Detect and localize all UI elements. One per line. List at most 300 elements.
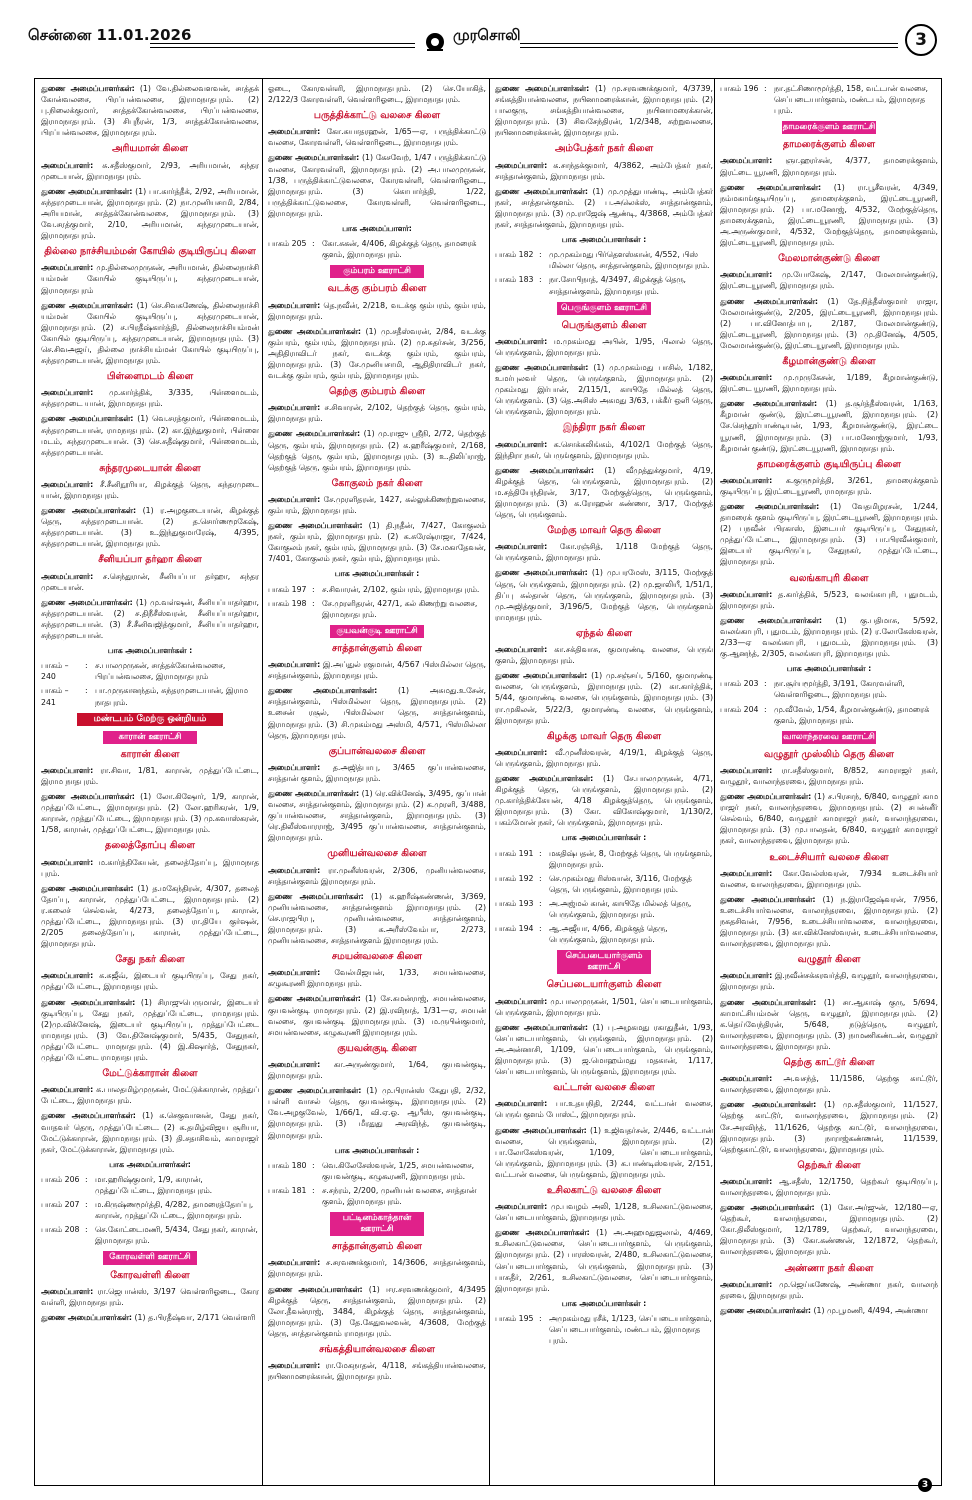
- entry-text: (1) மு.சதீஸ்வரன், 2/84, வடக்கு கும்பரம், கும்பரம், இராமநாதபுரம். (2) மு.சுதர்சன், 3/256, அதிதிராவிடர் நகர், வடக்கு கும்பரம், கும்பரம், இராமநாதபுரம். (3) சே.முனியசாமி, ஆதிதிராவிடர் நகர், வடக்கு கும்பரம், கும்பரம், இராமநாதபுரம்.: [268, 326, 486, 381]
- panchayat-heading: குயவன்குடி ஊராட்சி: [330, 625, 424, 638]
- branch-heading: கிழக்கு மாவர் தெரு கிளை: [546, 730, 662, 742]
- sub-label: பாக அமைப்பாளர்கள்:: [109, 1159, 191, 1169]
- member-entry: [720, 894, 938, 949]
- branch-heading: சாத்தான்குளம் கிளை: [331, 1241, 423, 1253]
- role-label: அமைப்பாளர்:: [268, 494, 321, 504]
- member-entry: [495, 567, 713, 622]
- member-entry: [41, 970, 259, 992]
- member-entry: [41, 413, 259, 457]
- role-label: துணை அமைப்பாளர்கள்:: [41, 414, 134, 424]
- booth-person: மா.ஹரிஷ்குமார், 1/9, காரான், முத்துப்பேட்டை, இராமநாதபுரம்.: [95, 1174, 213, 1195]
- entry-text: ச.செந்துரான், சீனியப்பா தர்ஹா, சுந்தர முடையான்.: [41, 571, 259, 592]
- panchayat-heading: கும்பரம் ஊராட்சி: [330, 265, 424, 278]
- role-label: அமைப்பாளர்:: [41, 857, 94, 867]
- member-entry: [268, 126, 486, 148]
- entry-text: (1) ந.இராஜேஷ்வரன், 7/956, உடைச்சியார்வலசை, வாலாந்தரவை, இராமநாதபுரம். (2) நகதசிவன், 7/956, உடைச்சியார்வலசை, வாலாந்தரவை, இராமநாதபுரம். (3) கா.விக்னேஸ்வரன், உடைச்சியார்வலசை, வாலாந்தரவை, இராமநாதபுரம்.: [720, 894, 938, 949]
- role-label: துணை அமைப்பாளர்கள்:: [41, 506, 137, 516]
- member-entry: [495, 1125, 713, 1180]
- panchayat-heading: பெருங்குளம் ஊராட்சி: [557, 302, 651, 315]
- booth-person: நா.சோபிநாத், 4/3497, கிழக்குத் தெரு, சாத்தான்குளம், இராமநாதபுரம்.: [549, 275, 687, 296]
- role-label: துணை அமைப்பாளர்கள்:: [268, 686, 378, 696]
- booth-person: ச.பாலமுருகன், சாத்தக்கோன்வலசை, பிரப்பன்வலசை, இராமநாதபுரம்: [95, 661, 226, 682]
- entry-text: (1) வேதமிழரசன், 1/244, தாமரைக் குளம் குடியிருப்பு, இரட்டையூரணி, இராமநாதபுரம். (2) பநவீன் பிரகாஸ், இடையர் குடியிருப்பு, சேதுநகர், முத்துப்பேட்டை, இராமநாதபுரம். (3) பா.பிரவீன்குமார், இடையர் குடியிருப்பு, சேதுநகர், முத்துப்பேட்டை, இராமநாதபுரம்.: [720, 502, 938, 567]
- role-label: துணை அமைப்பாளர்கள்:: [720, 182, 822, 192]
- booth-number: பாகம் 192: [495, 873, 534, 883]
- role-label: துணை அமைப்பாளர்கள்:: [495, 671, 588, 681]
- branch-heading: அரியமான் கிளை: [111, 143, 188, 155]
- member-entry: [495, 541, 713, 563]
- booth-separator: :: [764, 84, 767, 93]
- entry-text: இ.அப்துல் ரகுமான், 4/567 பிஸ்மில்லா தெரு, சாத்தான்குளம், இராமநாதபுரம்.: [268, 660, 486, 681]
- role-label: துணை அமைப்பாளர்கள்:: [495, 84, 590, 93]
- city-date: சென்னை 11.01.2026: [28, 26, 192, 44]
- role-label: அமைப்பாளர்:: [495, 1099, 548, 1109]
- section-heading: மண்டபம் மேற்கு ஒன்றியம்: [77, 713, 223, 726]
- entry-text: கா.சக்திவாசு, குமாரண்டி வலசை, பெருங் குளம், இராமநாதபுரம்.: [495, 645, 713, 666]
- branch-heading: வட்டான் வலசை கிளை: [553, 1082, 655, 1094]
- role-label: அமைப்பாளர்:: [268, 968, 321, 978]
- role-label: துணை அமைப்பாளர்கள்:: [720, 502, 820, 511]
- role-label: துணை அமைப்பாளர்கள்:: [495, 1125, 587, 1135]
- role-label: துணை அமைப்பாளர்கள்:: [268, 891, 364, 901]
- masthead: [0, 0, 972, 62]
- branch-heading: சுந்தரமுடையான் கிளை: [99, 462, 201, 474]
- entry-text: (1) தி.நதீன், 7/427, கோகுலம் நகர், கும்பரம், இராமநாதபுரம். (2) க.சுரேஷ்ராஜா, 7/424, கோகுலம் நகர், கும்பரம், இராமநாதபுரம். (3) சே.மகாதேவன், 7/401, கோகுலம் நகர், கும்பரம், இராமநாதபுரம்.: [268, 521, 486, 564]
- booth-separator: :: [539, 873, 542, 883]
- entry-text: (1) அ.அஹமதுஜலால், 4/469, உசிலகாட்டுவலசை, செப்படையார்குளம், பெருங்குளம், இராமநாதபுரம். (2) பாரஸ்வரன், 2/480, உசிலகாட்டுவலசை, செப்படையார்குளம், பெருங்குளம், இராமநாதபுரம். (3) பாசுதீர், 2/261, உசிலகாட்டுவலசை, செப்படையார்குளம், இராமநாதபுரம்.: [495, 1228, 713, 1293]
- member-entry: [41, 387, 259, 409]
- booth-number: பாகம் 195: [495, 1313, 534, 1323]
- booth-person: அமுகம்மது ரசீக், 1/123, செப்படையார்குளம், செப்படையார்குளம், மண்டபம், இராமநாத புரம்.: [549, 1313, 712, 1346]
- member-entry: [41, 1084, 259, 1106]
- booth-person: வெ.கிலேசேஸ்வரன், 1/25, சமயன்வலசை, குயவன்குடி, கழுகூரணி, இராமநாதபுரம்.: [322, 1160, 475, 1181]
- role-label: துணை அமைப்பாளர்கள்:: [495, 568, 588, 578]
- entry-text: மு.பவழம் அலி, 1/128, உசிலகாட்டுவலசை, செப்படையார்குளம், இராமநாதபுரம்.: [495, 1202, 713, 1223]
- member-entry: [41, 857, 259, 879]
- role-label: அமைப்பாளர்:: [495, 996, 548, 1006]
- member-entry: [720, 1176, 938, 1198]
- role-label: துணை அமைப்பாளர்கள்:: [41, 1312, 133, 1322]
- panchayat-heading: பட்டினம்காத்தான் ஊராட்சி: [330, 1212, 424, 1236]
- column-4: [720, 83, 938, 1483]
- sub-label: பாக அமைப்பாளர்கள் :: [561, 235, 647, 245]
- member-entry: [720, 296, 938, 351]
- role-label: அமைப்பாளர்:: [720, 475, 773, 485]
- booth-person: கோ.சுகன், 4/406, கிழக்குத் தெரு, தாமரைக் குளம், இராமநாதபுரம்.: [322, 239, 477, 260]
- booth-number: பாகம் 206: [41, 1174, 80, 1184]
- booth-entry: [495, 873, 713, 895]
- masthead-rule-left: [150, 43, 415, 48]
- entry-text: (1) வெ.சரத்குமார், பிள்ளைமடம், சுந்தரமுடையான், ராமநாதபுரம். (2) கா.இந்துகுமார், பிள்ளை மடம், சுந்தரமுடையான். (3) செ.சுதீஷ்குமார், பிள்ளைமடம், சுந்தரமுடையான்.: [41, 414, 259, 457]
- booth-entry: [495, 274, 713, 296]
- branch-heading: பிள்ளைமடம் கிளை: [106, 371, 194, 383]
- entry-text: (1) பு.அழகமது ரகாதுதீன், 1/93, செப்படையார்குளம், பெருங்குளம், இராமநாதபுரம். (2) அ.அன்னாசி, 1/109, செப்படையார்குளம், பெருங்குளம், இராமநாதபுரம். (3) ஜ.மொஹம்மது மதகான், 1/117, செப்படையார்குளம், பெருங்குளம், இராமநாதபுரம்.: [495, 1022, 713, 1077]
- entry-text: (1) மு.பரமேஸ், 3/115, மேற்குத் தெரு, பெருங்குளம், இராமநாதபுரம். (2) மு.ஜாலியீ, 1/51/1, திப்பு சுல்தான் தெரு, பெருங்குளம், இராமநாதபுரம். (3) மு.அஜித்குமார், 3/196/5, மேற்குத் தெரு, பெருங்குளம் ராமநாதபுரம்.: [495, 568, 713, 622]
- booth-separator: :: [539, 250, 542, 260]
- booth-separator: :: [764, 704, 767, 714]
- member-entry: [720, 589, 938, 611]
- entry-text: பா.உதயநிதி, 2/244, வட்டான் வலசை, பெருங் குளம் போஸ்ட், இராமநாதபுரம்.: [495, 1099, 713, 1120]
- booth-person: அ.அஜ்மல் கான், காயிதே மில்லத் தெரு, பெருங்குளம், இராமநாதபுரம்.: [549, 898, 692, 919]
- role-label: அமைப்பாளர்:: [720, 765, 773, 775]
- entry-text: ஞா.ஹரர்சன், 4/377, தாமரைக்குளம், இரட்டை யூரணி, இராமநாதபுரம்.: [720, 156, 938, 177]
- branch-heading: முனியன்வலசை கிளை: [327, 848, 427, 860]
- member-entry: [495, 186, 713, 230]
- rising-sun-icon: [421, 30, 449, 52]
- booth-separator: :: [539, 1313, 542, 1323]
- booth-person: செ.முகம்மது ரிஸ்வான், 3/116, மேற்குத் தெரு, பெருங்குளம், இராமநாதபுரம்.: [549, 873, 692, 894]
- entry-text: (1) பா.கார்த்தீக், 2/92, அரியமான், சுந்தரமுடையான், இராமநாதபுரம். (2) நா.முனியசாமி, 2/84, அரியமான், சாத்தக்கோன்வலசை, இராமநாதபுரம். (3) வே.சரத்குமார், 2/10, அரியமான், சுந்தரமுடையான், இராமநாதபுரம்.: [41, 186, 259, 241]
- member-entry: [268, 1360, 486, 1382]
- member-entry: [720, 182, 938, 249]
- entry-text: கோ.கயாதரஹன், 1/65—ஏ, பருத்திக்காட்டு வலசை, கோரவள்ளி, வெள்ளரிஓடை, இராமநாதபுரம்.: [268, 127, 486, 148]
- column-rule: [714, 79, 715, 1485]
- branch-heading: தில்லை நாச்சியம்மன் கோயில் குடியிருப்பு கிளை: [44, 246, 256, 258]
- booth-separator: :: [539, 924, 542, 934]
- role-label: துணை அமைப்பாளர்கள்:: [495, 186, 589, 196]
- booth-person: மு.வீவேல், 1/54, கீழமான்குண்டு, தாமரைக் குளம், இராமநாதபுரம்.: [774, 704, 930, 725]
- booth-person: சே.முரளிதரன், 427/1, கல் கிணற்று வலசை, இராமநாதபுரம்.: [322, 598, 478, 619]
- booth-separator: :: [85, 1174, 88, 1184]
- booth-number: பாகம் 205: [268, 239, 307, 249]
- member-entry: [495, 996, 713, 1018]
- branch-heading: தெற்கு காட்டூர் கிளை: [783, 1057, 875, 1069]
- member-entry: [268, 1085, 486, 1140]
- branch-heading: சமயன்வலசை கிளை: [331, 951, 423, 963]
- panchayat-heading: வாலாந்தரவை ஊராட்சி: [782, 731, 876, 744]
- role-label: துணை அமைப்பாளர்கள்:: [720, 1100, 817, 1110]
- booth-entry: [720, 704, 938, 726]
- branch-heading: ஏந்தல் கிளை: [575, 627, 633, 639]
- entry-text: (1) ரெ.விக்னேஷ், 3/495, குப்பான் வலசை, சாத்தான்குளம், இராமநாதபுரம். (2) க.முரளி, 3/488, குப்பான்வலசை, சாத்தான்குளம், இராமநாதபுரம். (3) ரெ.திலீஸ்வாரராஜ், 3/495 குப்பான்வலசை, சாத்தான்குளம், இராமநாதபுரம்.: [268, 788, 486, 843]
- branch-heading: செப்படையார்குளம் கிளை: [546, 979, 662, 991]
- role-label: அமைப்பாளர்:: [268, 865, 321, 875]
- role-label: அமைப்பாளர்:: [720, 156, 773, 166]
- entry-text: க.சுஜீவ், இடையர் குடியிருப்பு, சேது நகர், முத்துப்பேட்டை, இராமநாதபுரம்.: [41, 971, 259, 992]
- booth-separator: :: [539, 898, 542, 908]
- booth-person: ஆ.அஜீயா, 4/66, கிழக்குத் தெரு, பெருங்குளம், இராமநாதபுரம்.: [549, 924, 668, 945]
- member-entry: [41, 505, 259, 549]
- role-label: அமைப்பாளர்:: [41, 479, 94, 489]
- sub-label: பாக அமைப்பாளர்கள் :: [786, 664, 872, 674]
- branch-heading: கோகுலம் நகர் கிளை: [331, 477, 423, 489]
- role-label: அமைப்பாளர்:: [268, 660, 321, 670]
- member-entry: [495, 1227, 713, 1294]
- member-entry: [720, 501, 938, 568]
- booth-separator: :: [85, 1225, 88, 1235]
- member-entry: [268, 152, 486, 219]
- role-label: அமைப்பாளர்:: [41, 765, 94, 775]
- entry-text: மு.ஜெய்கணேஷ், அண்ணா நகர், வாலாந் தரவை, இராமநாதபுரம்.: [720, 1279, 938, 1300]
- member-entry: [720, 475, 938, 497]
- member-entry: [41, 160, 259, 182]
- sub-label: பாக அமைப்பாளர்கள் :: [561, 833, 647, 843]
- booth-separator: :: [539, 848, 542, 858]
- member-entry: [41, 765, 259, 787]
- role-label: துணை அமைப்பாளர்கள்:: [41, 186, 133, 196]
- entry-text: (1) த.பிரதீஷ்வா, 2/171 வெள்ளரி: [134, 1312, 256, 1322]
- role-label: அமைப்பாளர்:: [268, 127, 321, 137]
- entry-text: (1) ஈர.சரவணக்குமார், 4/3495 கிழக்குத் தெரு, சாத்தான்குளம், இராமநாதபுரம். (2) லோ.தீவன்ராஜ், 3484, கிழக்குத் தெரு, சாத்தான்குளம், இராமநாதபுரம். (3) தே.கேதுவலவன், 4/3608, மேற்குத் தெரு, சாத்தான்குளம் ராமநாதபுரம்.: [268, 1284, 486, 1338]
- booth-entry: [41, 1174, 259, 1196]
- member-entry: [268, 428, 486, 472]
- entry-text: (1) சா.ஆகாஷ் குரு, 5/694, காமாட்சியம்மன் தெரு, வழுதூர், இராமநாதபுரம். (2) க.தெய்வேந்திரன், 5/648, நடுத்தெரு, வழுதூர், வாலாந்தரவை, இராமநாதபுரம். (3) நாமணிகண்டன், வழுதூர் வாலாந்தரவை, இராமநாதபுரம்.: [720, 997, 938, 1051]
- entry-text: (1) வீமுத்துக்குமார், 4/19, கிழக்குத் தெரு, பெருங்குளம், இராமநாதபுரம். (2) ம.சத்தியேந்திரன், 3/17, மேற்குத்தெரு, பெருங்குளம், இராமநாதபுரம். (3) க.ரோஹன் கண்ணா, 3/17, மேற்குத் தெரு, பெருங்குளம்.: [495, 465, 713, 520]
- member-entry: [41, 1286, 259, 1308]
- member-entry: [495, 1201, 713, 1223]
- booth-entry: [268, 238, 486, 260]
- role-label: அமைப்பாளர்:: [495, 336, 548, 346]
- entry-text: (1) மு.சரவணக்குமார், 4/3739, சங்கத்தியான்வலசை, நயினாமரைக்கான், இராமநாதபுரம். (2) பாலகுரு, சங்கத்தியான்வலசை, நயினாமரைக்கான், இராமநாதபுரம். (3) சிவசேந்திரன், 1/2/348, சுற்றுவலசை, நயினாமரைக்கான், இராமநாதபுரம்.: [495, 84, 713, 138]
- branch-heading: வடக்கு கும்பரம் கிளை: [327, 283, 427, 295]
- panchayat-heading: செப்படையார்குளம் ஊராட்சி: [557, 950, 651, 974]
- member-entry: [495, 160, 713, 182]
- member-entry: [41, 83, 259, 138]
- entry-text: (1) சே.சுமன்ராஜ், சமயன்வலசை, குயவன்குடி ராமநாதபுரம். (2) இ.ரவிநாத், 1/31—ஏ, சமயன் வலசை, குயவன்குடி இராமநாதபுரம். (3) ம.ருபின்குமார், சமயன்வலசை, கழுகூரணி இராமநாதபுரம்.: [268, 994, 486, 1037]
- booth-number: பாகம் 204: [720, 704, 759, 714]
- entry-text: கோ.வேல்ஸ்வரன், 7/934 உடைச்சியார் வலசை, வாலாந்தரவை, இராமநாதபுரம்.: [720, 868, 938, 889]
- role-label: துணை அமைப்பாளர்கள்:: [720, 399, 818, 409]
- panchayat-heading: காரான் ஊராட்சி: [103, 731, 197, 744]
- column-rule: [262, 79, 263, 1485]
- branch-heading: தெற்கு கும்பரம் கிளை: [328, 386, 426, 398]
- entry-text: க.சாந்தக்குமார், 4/3862, அம்பேத்கர் நகர், சாத்தான்குளம், இராமநாதபுரம்.: [495, 160, 713, 181]
- entry-text: க.சொக்கலிங்கம், 4/102/1 மேற்குத் தெரு, இந்திரா நகர், பெருங்குளம், இராமநாதபுரம்.: [495, 439, 713, 460]
- sub-label: பாக அமைப்பாளர்கள் :: [334, 569, 420, 579]
- member-entry: [495, 336, 713, 358]
- branch-heading: தலைத்தோப்பு கிளை: [105, 840, 195, 852]
- booth-person: ச.சந்ரம், 2/200, முனியன் வலசை, சாத்தான் குளம், இராமநாதபுரம்.: [322, 1185, 477, 1206]
- booth-number: பாகம் 193: [495, 898, 534, 908]
- booth-separator: :: [312, 1185, 315, 1195]
- booth-entry: [41, 660, 259, 682]
- booth-number: பாகம் 183: [495, 275, 534, 285]
- booth-entry: [720, 678, 938, 700]
- branch-heading: தாமரைக்குளம் கிளை: [782, 139, 876, 151]
- column-3: [495, 83, 713, 1483]
- booth-number: பாகம் 197: [268, 584, 307, 594]
- booth-separator: :: [539, 275, 542, 285]
- booth-entry: [41, 1199, 259, 1221]
- role-label: துணை அமைப்பாளர்கள்:: [720, 1203, 815, 1213]
- entry-text: (1) அசுமது.உசேன், சாத்தான்குளம், பிஸ்மில்லா தெரு, இராமநாதபுரம். (2) உசைன் ரசூல், பிஸ்மில்லா தெரு, சாத்தான்குளம், இராமநாதபுரம். (3) சி.முகம்மது அஸ்மி, 4/571, பிஸ்மில்லா தெரு, இராமநாதபுரம்.: [268, 686, 486, 740]
- booth-person: ம.கிருஷ்ணமூர்த்தி, 4/282, தாமரைத்தோப்பு, காரான், முத்துப்பேட்டை, இராமநாதபுரம்.: [95, 1200, 254, 1221]
- entry-text: ச.சரவணக்குமார், 14/3606, சாத்தான்குளம், இராமநாதபுரம்.: [268, 1258, 486, 1279]
- branch-heading: தெற்கூர் கிளை: [797, 1159, 861, 1171]
- entry-text: (1) மு.வள்ஷன், சீனியப்பாதர்ஹா, சுந்தரமுடையான். (2) ச.திநீசீஸ்வரன், சீனியப்பாதர்ஹா, சுந்தரமுடையான். (3) சீ.சீனிவஜித்குமார், சீனியப்பாதர்ஹா, சுந்தரமுடையான்.: [41, 597, 259, 641]
- entry-text: (1) க.ஹரீஷ்கண்ணன், 3/369, முனியன்வலசை, சாத்தான்குளம் இராமநாதபுரம். (2) செ.ராஜபிரபு, முனியன்வலசை, சாத்தான்குளம், இராமநாதபுரம். (3) க.அரீஸ்வேம்பா, 2/273, முனியன்வலசை, சாத்தான்குளம் இராமநாதபுரம்.: [268, 891, 486, 946]
- member-entry: [268, 1257, 486, 1279]
- entry-text: மு.யோகேஷ், 2/147, மேலமான்குண்டு, இரட்டையூரணி, இராமநாதபுரம்.: [720, 270, 938, 291]
- role-label: துணை அமைப்பாளர்கள்:: [41, 597, 133, 607]
- booth-number: பாகம் 207: [41, 1200, 80, 1210]
- member-entry: [41, 1312, 259, 1323]
- branch-heading: காரான் கிளை: [120, 748, 180, 760]
- member-entry: [268, 520, 486, 564]
- branch-heading: தாமரைக்குளம் குடியிருப்பு கிளை: [757, 458, 901, 470]
- panchayat-heading: தாமரைக்குளம் ஊராட்சி: [782, 121, 876, 134]
- branch-heading: கீழமான்குண்டு கிளை: [782, 355, 876, 367]
- role-label: அமைப்பாளர்:: [268, 1361, 321, 1371]
- role-label: அமைப்பாளர்:: [41, 388, 94, 398]
- role-label: அமைப்பாளர்:: [268, 403, 321, 413]
- booth-separator: :: [312, 584, 315, 594]
- role-label: துணை அமைப்பாளர்கள்:: [720, 1305, 812, 1315]
- booth-separator: :: [312, 598, 315, 608]
- column-1: [41, 83, 259, 1483]
- role-label: அமைப்பாளர்:: [41, 1286, 94, 1296]
- entry-text: (1) மு.முகம்மது பாசில், 1/182, உமர்புலவர் தெரு, பெருங்குளம், இராமநாதபுரம். (2) முகம்மது இர்பான், 2/115/1, காயிதே மில்லத் தெரு, பெருங்குளம். (3) தெ.அசிஸ் அகமது 3/63, பக்கீர் ஒளி தெரு, பெருங்குளம், இராமநாதபுரம்.: [495, 362, 713, 417]
- entry-text: (1) கோ.அர்ஜுன், 12/180—ஏ, தெற்கூர், வாலாந்தரவை, இராமநாதபுரம். (2) கோ.திலீஸ்குமார், 12/1789, தெற்கூர், வாலாந்தரவை, இராமநாதபுரம். (3) கோ.கண்ணன், 12/1872, தெற்கூர், வாலாந்தரவை, இராமநாதபுரம்.: [720, 1203, 938, 1257]
- member-entry: [268, 1284, 486, 1339]
- role-label: துணை அமைப்பாளர்கள்:: [268, 1284, 363, 1294]
- entry-text: (1) மு.பூமணி, 4/494, அண்ணா: [813, 1305, 928, 1315]
- role-label: துணை அமைப்பாளர்கள்:: [268, 1086, 362, 1096]
- booth-entry: [495, 923, 713, 945]
- booth-number: பாகம் 180: [268, 1160, 307, 1170]
- entry-text: (1) வே.தில்லைவளவன், சாத்தக் கோன்வலசை, பிரப்பன்வலசை, இராமநாதபுரம். (2) பு.நிலைக்குமார், சாத்தக்கோன்வலசை, பிரப்பன்வலசை, இராமநாதபுரம். (3) சிபுநீரன், 1/3, சாத்தக்கோன்வலசை, பிரப்பன்வலசை, இராமநாதபுரம்.: [41, 84, 259, 138]
- entry-text: (1) மு.சஞ்சய், 5/160, குமாரண்டி வலசை, பெருங்குளம், இராமநாதபுரம். (2) கா.கார்த்திக், 5/44, குமாரண்டி வலசை, பெருங்குளம், இராமநாதபுரம். (3) ரா.முகிலன், 5/22/3, குமாரண்டி வலசை, பெருங்குளம், இராமநாதபுரம்.: [495, 671, 713, 725]
- member-entry: [268, 1059, 486, 1081]
- member-entry: [495, 362, 713, 417]
- booth-entry: [41, 685, 259, 707]
- branch-heading: மேற்கு மாவர் தெரு கிளை: [547, 525, 661, 537]
- sub-label: பாக அமைப்பாளர்கள் :: [334, 1145, 420, 1155]
- booth-entry: [720, 83, 938, 116]
- entry-text: (1) தே.நித்தீஸ்குமார் ராஜா, மேலமான்குண்டு, 2/205, இரட்டையூரணி, இராமநாதபுரம். (2) பா.வினோத்பாபு, 2/187, மேலமான்குண்டு, இரட்டையூரணி, இராமநாதபுரம். (3) மு.தினேஷ், 4/505, மேலமான்குண்டு, இரட்டையூரணி, இராமநாதபுரம்.: [720, 296, 938, 350]
- member-entry: [495, 83, 713, 138]
- role-label: அமைப்பாளர்:: [720, 1074, 773, 1084]
- booth-entry: [268, 1160, 486, 1182]
- sub-label: பாக அமைப்பாளர்கள் :: [561, 1298, 647, 1308]
- role-label: அமைப்பாளர்:: [720, 868, 773, 878]
- booth-person: மகதிஷ்பதன், 8, மேற்குத் தெரு, பெருங்குளம், இராமநாதபுரம்.: [549, 848, 713, 869]
- entry-text: மு.முருகேசன், 1/189, கீழமான்குண்டு, இரட்டை யூரணி, இராமநாதபுரம்.: [720, 373, 938, 394]
- member-entry: [41, 597, 259, 641]
- booth-number: பாகம் 208: [41, 1225, 80, 1235]
- role-label: அமைப்பாளர்:: [495, 1202, 548, 1212]
- member-entry: [268, 659, 486, 681]
- branch-heading: உடைச்சியார் வலசை கிளை: [769, 851, 889, 863]
- role-label: அமைப்பாளர்:: [720, 1176, 773, 1186]
- booth-separator: :: [85, 686, 88, 696]
- member-entry: [720, 1099, 938, 1154]
- role-label: அமைப்பாளர்:: [495, 747, 548, 757]
- entry-text: ரா.முனீஸ்வரன், 2/306, முனியன்வலசை, சாத்தான்குளம் இராமநாதபுரம்.: [268, 865, 486, 886]
- member-entry: [268, 83, 486, 105]
- member-entry: [41, 262, 259, 295]
- branch-heading: வழுதூர் கிளை: [797, 954, 861, 966]
- entry-text: சே.முரளிதரன், 1427, கல்லுக்கிணற்றுவலசை, கும்பரம், இராமநாதபுரம்.: [268, 494, 486, 515]
- booth-person: நா.சூர்யமூர்த்தி, 3/191, கோரவள்ளி, வெள்ளரிஓடை, இராமநாதபுரம்.: [774, 679, 905, 700]
- branch-heading: சேது நகர் கிளை: [115, 954, 185, 966]
- columns-frame: [34, 78, 942, 1486]
- role-label: துணை அமைப்பாளர்கள்:: [720, 615, 823, 625]
- entry-text: (1) மு.சதீஸ்குமார், 11/1527, தெற்கு காட்டூர், வாலாந்தரவை, இராமநாதபுரம். (2) சே.அரவிந்த், 11/1626, தெற்கு காட்டூர், வாலாந்தரவை, இராமநாதபுரம். (3) நாராஜ்கண்ணன், 11/1539, தெற்குகாட்டூர், வாலாந்தரவை, இராமநாதபுரம்.: [720, 1100, 938, 1154]
- entry-text: (1) லோ.கிஷோர், 1/9, காரான், முத்துப்பேட்டை, இராமநாதபுரம். (2) லோ.ஹரிகரன், 1/9, காரான், முத்துப்பேட்டை, இராமநாதபுரம். (3) மு.கவாஸ்கரன், 1/58, காரான், முத்துப்பேட்டை, இராமநாதபுரம்.: [41, 792, 259, 835]
- member-entry: [495, 747, 713, 769]
- branch-heading: குப்பான்வலசை கிளை: [328, 745, 426, 757]
- entry-text: த.அஜித்பாபு, 3/465 குப்பான்வலசை, சாத்தான் குளம், இராமநாதபுரம்.: [268, 762, 486, 783]
- role-label: துணை அமைப்பாளர்கள்:: [41, 84, 135, 93]
- branch-heading: அம்பேத்கர் நகர் கிளை: [554, 143, 654, 155]
- branch-heading: சாத்தான்குளம் கிளை: [331, 642, 423, 654]
- booth-person: மு.முகம்மது பிர்தௌஸ்கான், 4/552, பிஸ் மில்லா தெரு, சாத்தான்குளம், இராமநாதபுரம்.: [549, 250, 710, 271]
- role-label: துணை அமைப்பாளர்கள்:: [495, 1022, 588, 1032]
- role-label: அமைப்பாளர்:: [720, 1279, 773, 1289]
- entry-text: அ.வசந்த், 11/1586, தெற்கு காட்டூர், வாலாந்தரவை, இராமநாதபுரம்.: [720, 1074, 938, 1095]
- entry-text: (1) த.சூர்த்தீஸ்வரன், 1/163, கீழமான் குண்டு, இரட்டையூரணி, இராமநாதபுரம். (2) சே.செந்தூர்பாண்டியன், 1/93, கீழமான்குண்டு, இரட்டை யூரணி, இராமநாதபுரம். (3) பா.மனோஜ்குமார், 1/93, கீழமான் குண்டு, இரட்டையூரணி, இராமநாதபுரம்.: [720, 399, 938, 453]
- booth-entry: [495, 1313, 713, 1346]
- member-entry: [720, 1279, 938, 1301]
- entry-text: மு.தில்லைமுருகன், அரியமான், தில்லைநாச்சி யம்மன் கோயில் குடியிருப்பு, சுந்தரமுடையான், இராமநாதபுரம்: [41, 263, 259, 295]
- member-entry: [495, 644, 713, 666]
- booth-number: பாகம் 196: [720, 84, 759, 93]
- entry-text: (1) கேசவேற், 1/47 பருத்திக்காட்டு வலசை, கோரவள்ளி, இராமநாதபுரம். (2) அ.பாலமுருகன், 1/38, பருத்திக்காட்டுவலசை, கோரவள்ளி, வெள்ளரிஓடை, இராமநாதபுரம். (3) கொபார்த்தி, 1/22, பருத்திக்காட்டுவலசை, கோரவள்ளி, வெள்ளரிஓடை, இராமநாதபுரம்.: [268, 153, 486, 218]
- role-label: துணை அமைப்பாளர்கள்:: [720, 997, 817, 1007]
- booth-number: பாகம் 182: [495, 250, 534, 260]
- role-label: அமைப்பாளர்:: [41, 571, 94, 581]
- member-entry: [720, 1202, 938, 1257]
- member-entry: [495, 1022, 713, 1077]
- entry-text: ம.கார்த்திகேயன், தலைத்தோப்பு, இராமநாத புரம்.: [41, 857, 259, 878]
- member-entry: [720, 997, 938, 1052]
- role-label: அமைப்பாளர்:: [41, 263, 94, 273]
- member-entry: [495, 773, 713, 828]
- role-label: அமைப்பாளர்:: [268, 1258, 321, 1268]
- role-label: அமைப்பாளர்:: [720, 589, 773, 599]
- entry-text: ரா.ஜெபான்ஸ், 3/197 வெள்ளரிஓடை, கோர வள்ளி, இராமநாதபுரம்.: [41, 1286, 259, 1307]
- entry-text: இ.நவீன்சக்கரவர்த்தி, வழுதூர், வாலாந்தரவை, இராமநாதபுரம்.: [720, 971, 938, 992]
- booth-separator: :: [312, 239, 315, 249]
- entry-text: (1) த.மகேந்திரன், 4/307, தலைத் தோப்பு, காரான், முத்துப்பேட்டை, இராமநாதபுரம். (2) ர.கலைச் செல்வன், 4/273, தலைத்தோப்பு, காரான், முத்துப்பேட்டை, இராமநாதபுரம். (3) ரா.தியே குர்ஷன், 2/205 தலைத்தோப்பு, காரான், முத்துப்பேட்டை, இராமநாதபுரம்.: [41, 883, 259, 949]
- role-label: துணை அமைப்பாளர்கள்:: [720, 792, 812, 802]
- entry-text: ம.முகம்மது அபின், 1/95, பிலால் தெரு, பெருங்குளம், இராமநாதபுரம்.: [495, 336, 713, 357]
- member-entry: [720, 868, 938, 890]
- sub-label: பாக அமைப்பாளர்:: [342, 224, 412, 234]
- entry-text: ஓடை, கோரவள்ளி, இராமநாதபுரம். (2) செ.யோகித், 2/122/3 கோரவள்ளி, வெள்ளரிஓடை, இராமநாதபுரம்.: [268, 84, 486, 105]
- role-label: அமைப்பாளர்:: [41, 160, 94, 170]
- role-label: துணை அமைப்பாளர்கள்:: [495, 1228, 590, 1238]
- booth-entry: [268, 598, 486, 620]
- branch-heading: மேட்டுக்காரான் கிளை: [102, 1068, 198, 1080]
- entry-text: ரா.மேகநாதன், 4/118, சங்கத்தியான்வலசை, நயினாமரைக்கான், இராமநாதபுரம்.: [268, 1361, 486, 1382]
- entry-text: த.கார்த்திக், 5/523, வலங்காபுரி, புதுமடம், இராமநாதபுரம்.: [720, 589, 938, 610]
- role-label: துணை அமைப்பாளர்கள்:: [720, 296, 819, 306]
- entry-text: தெ.நவீன், 2/218, வடக்கு கும்பரம், கும்பரம், இராமநாதபுரம்.: [268, 300, 486, 321]
- entry-text: (1) சே.பாலமுருகன், 4/71, கிழக்குத் தெரு, பெருங்குளம், இராமநாதபுரம். (2) மு.கார்த்திக்கேயன், 4/18 கிழக்குத்தெரு, பெருங்குளம், இராமநாதபுரம். (3) கோ. விகோஷ்குமார், 1/130/2, பகம்மோன் நகர், பெருங்குளம், இராமநாதபுரம்.: [495, 773, 713, 828]
- member-entry: [720, 791, 938, 846]
- member-entry: [268, 891, 486, 946]
- member-entry: [268, 865, 486, 887]
- member-entry: [41, 791, 259, 835]
- booth-person: செ.கோட்டைமணி, 5/434, சேது நகர், காரான், இராமநாதபுரம்.: [95, 1225, 258, 1246]
- member-entry: [41, 571, 259, 593]
- member-entry: [720, 372, 938, 394]
- entry-text: க.பாலதமிழ்முருகன், மேட்டுக்காரான், முத்துப் பேட்டை, இராமநாதபுரம்.: [41, 1085, 259, 1106]
- entry-text: (1) உஜிவதர்சன், 2/446, வட்டான் வலசை, பெருங்குளம், இராமநாதபுரம். (2) பா.லோகேஸ்வரன், 1/109, செப்படையார்குளம், பெருங்குளம், இராமநாதபுரம். (3) க.பாண்டிஸ்வரன், 2/151, வட்டான் வலசை, பெருங்குளம், இராமநாதபுரம்.: [495, 1125, 713, 1179]
- branch-heading: வலங்காபுரி கிளை: [789, 572, 869, 584]
- role-label: அமைப்பாளர்:: [41, 1085, 94, 1095]
- role-label: அமைப்பாளர்:: [720, 971, 773, 981]
- member-entry: [268, 685, 486, 740]
- entry-text: (1) செ.சிவகணேஷ், தில்லைநாச்சி யம்மன் கோயில் குடியிருப்பு, சுந்தரமுடையான், இராமநாதபுரம். (2) ச.பிரதீஷ்கார்த்தி, தில்லைநாச்சியம்மன் கோயில் குடியிருப்பு, சுந்தரமுடையான், இராமநாதபுரம். (3) செ.சிவஅஜய், தில்லை நாச்சியம்மன் கோயில் குடியிருப்பு, சுந்தரமுடையான், இராமநாதபுரம்.: [41, 300, 259, 366]
- booth-entry: [41, 1224, 259, 1246]
- booth-number: பாகம் 191: [495, 848, 534, 858]
- branch-heading: பருத்திக்காட்டு வலசை கிளை: [313, 110, 441, 122]
- branch-heading: உசிலகாட்டு வலசை கிளை: [546, 1184, 662, 1196]
- entry-text: (1) சிராஜுபெருமாள், இடையர் குடியிருப்பு, சேது நகர், முத்துப்பேட்டை, ராமநாதபுரம். (2)மு.விக்னேஷ், இடையர் குடியிருப்பு, முத்துப்பேட்டை ராமநாதபுரம். (3) வே.தினேஷ்குமார், 5/435, சேதுநகர், முத்துப்பேட்டை ராமநாதபுரம். (4) இ.கிஷார்த், சேதுநகர், முத்துப்பேட்டை ராமநாதபுரம்.: [41, 997, 259, 1063]
